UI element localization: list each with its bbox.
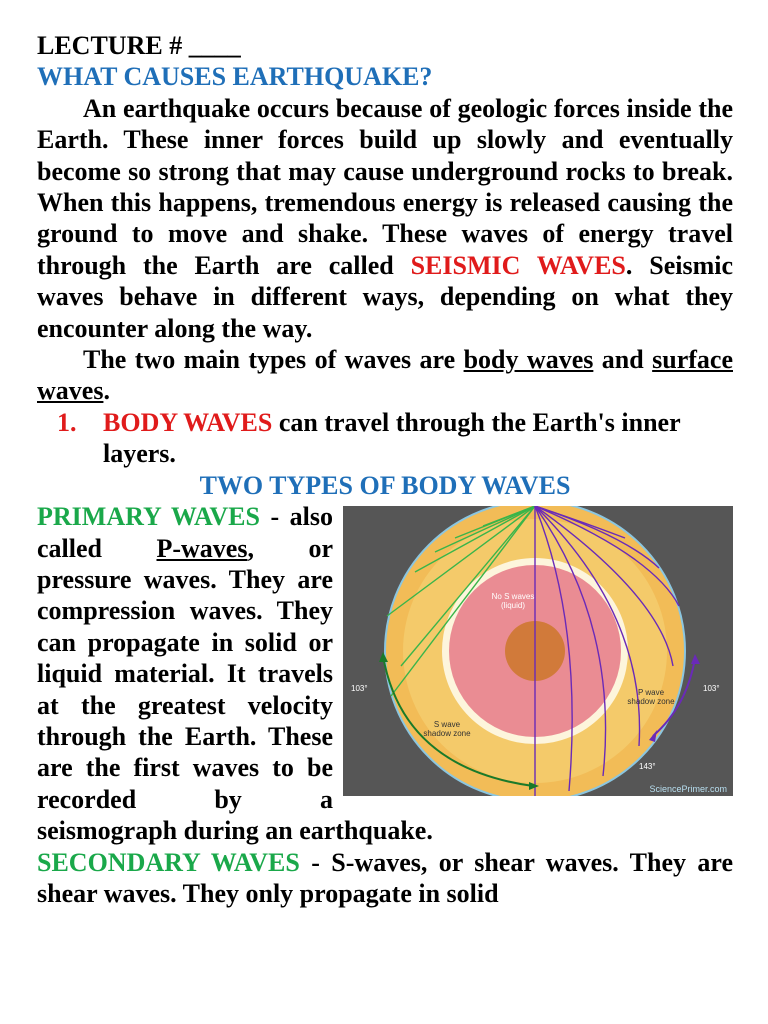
- paragraph-types: [37, 344, 733, 407]
- figure-credit: SciencePrimer.com: [649, 784, 727, 795]
- body-waves-text: can travel through the Earth's inner layers.: [103, 407, 681, 469]
- primary-waves-term: PRIMARY WAVES: [37, 502, 260, 532]
- document-page: [37, 30, 733, 909]
- types-text: The two main types of waves are: [83, 345, 464, 375]
- body-waves-heading: BODY WAVES: [103, 407, 273, 437]
- degree-right: 103°: [703, 684, 720, 694]
- surface-waves-term: surface waves: [37, 345, 733, 406]
- lecture-label: LECTURE # ____: [37, 31, 241, 60]
- types-period: .: [103, 376, 110, 406]
- label-s-wave-shadow: [417, 720, 477, 738]
- degree-bottom: 143°: [639, 762, 656, 772]
- label-no-s-waves-line2: (liquid): [500, 601, 525, 611]
- seismic-waves-term: SEISMIC WAVES: [410, 250, 626, 280]
- intro-text-end: . Seismic waves behave in different ways, depending on what they encounter along the way.: [37, 250, 733, 343]
- secondary-waves-term: SECONDARY WAVES: [37, 847, 300, 877]
- label-no-s-waves: [483, 592, 543, 610]
- earth-wave-diagram: [343, 506, 733, 796]
- degree-left: 103°: [351, 684, 368, 694]
- body-waves-term: body waves: [463, 345, 594, 375]
- list-item-body-waves: [37, 407, 733, 470]
- label-p-wave-shadow: [619, 688, 683, 706]
- list-number: 1.: [57, 407, 77, 437]
- label-p-wave-line1: P wave: [637, 688, 665, 698]
- page-title: WHAT CAUSES EARTHQUAKE?: [37, 62, 433, 92]
- primary-waves-section: [37, 501, 733, 846]
- label-s-wave-line2: shadow zone: [423, 729, 471, 739]
- earth-cross-section-svg: [343, 506, 733, 796]
- primary-waves-text-end: , or pressure waves. They are compression waves. They can propagate in solid or liquid material. It travels at the greatest velocity through the Earth. These are the first waves to be recorded by a seismograph during an earthquake.: [37, 533, 433, 846]
- secondary-waves-text: - S-waves, or shear waves. They are shear waves. They only propagate in solid: [37, 847, 733, 908]
- label-p-wave-line2: shadow zone: [627, 697, 675, 707]
- label-no-s-waves-line1: No S waves: [491, 592, 535, 602]
- subheading-body-waves: TWO TYPES OF BODY WAVES: [199, 470, 571, 500]
- primary-waves-text: - also called: [37, 502, 334, 563]
- intro-text: An earthquake occurs because of geologic forces inside the Earth. These inner forces build up slowly and eventually become so strong that may cause underground rocks to break. When this happens, tremendous energy is released causing the ground to move and shake. These waves of energy travel through the Earth are called: [37, 93, 733, 280]
- types-and: and: [593, 345, 653, 375]
- paragraph-intro: [37, 93, 733, 344]
- label-s-wave-line1: S wave: [433, 720, 461, 730]
- paragraph-secondary-waves: [37, 847, 733, 910]
- p-waves-term: P-waves: [156, 533, 248, 563]
